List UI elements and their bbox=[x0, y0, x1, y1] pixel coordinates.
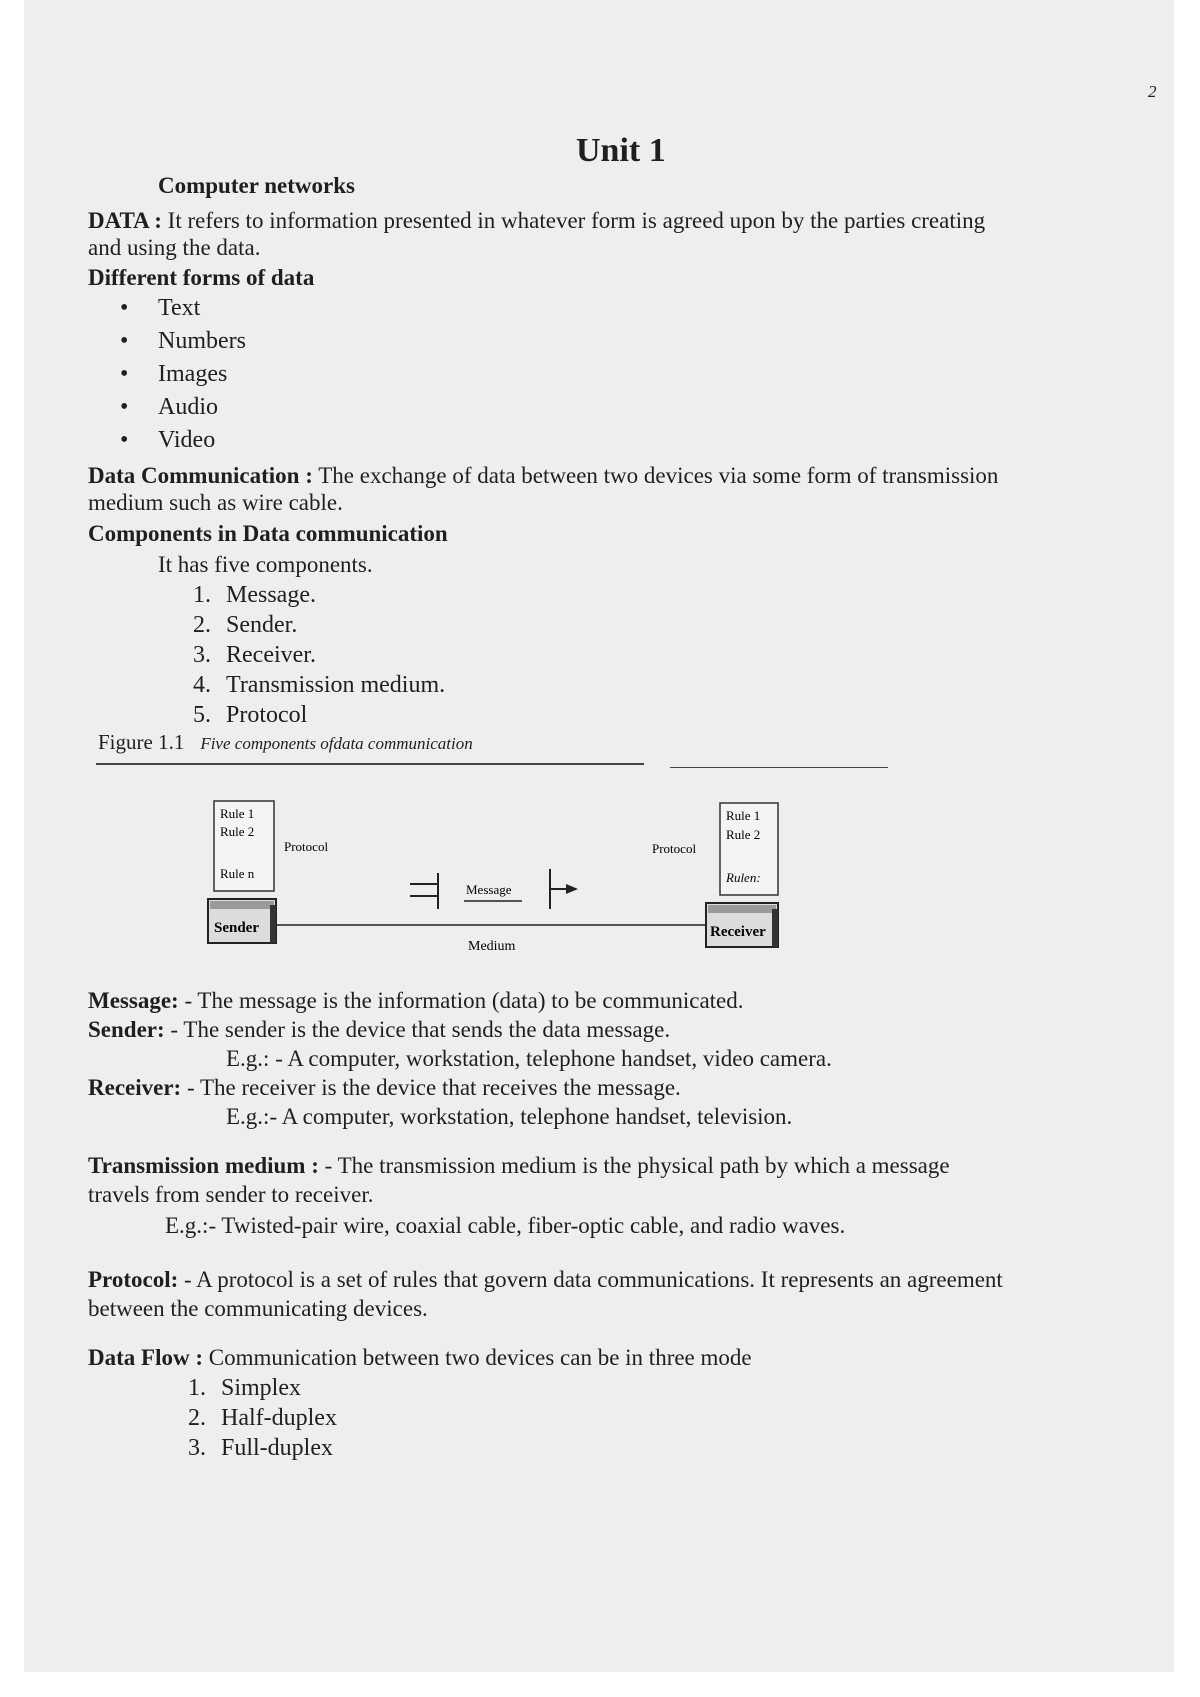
communication-definition bbox=[88, 462, 998, 490]
list-item: 1. Message. bbox=[193, 582, 316, 608]
data-text-line2: and using the data. bbox=[88, 235, 261, 260]
medium-term: Transmission medium : bbox=[88, 1153, 319, 1178]
receiver-rule-n: Rulen: bbox=[726, 870, 761, 885]
data-flow-modes bbox=[188, 1373, 337, 1463]
data-flow-definition bbox=[88, 1344, 752, 1372]
data-definition bbox=[88, 207, 985, 235]
components-intro: It has five components. bbox=[158, 552, 373, 577]
sender-device-side bbox=[270, 905, 276, 943]
components-heading: Components in Data communication bbox=[88, 521, 448, 546]
sender-device-top bbox=[210, 901, 274, 909]
sender-rule-n: Rule n bbox=[220, 866, 255, 881]
list-item: 4. Transmission medium. bbox=[193, 672, 446, 698]
protocol-text-line2: between the communicating devices. bbox=[88, 1296, 428, 1321]
sender-text: - The sender is the device that sends the data message. bbox=[170, 1017, 671, 1042]
sender-term: Sender: bbox=[88, 1017, 165, 1042]
medium-label: Medium bbox=[468, 939, 516, 954]
figure-caption bbox=[98, 730, 473, 755]
medium-text-line2: travels from sender to receiver. bbox=[88, 1182, 374, 1207]
receiver-text: - The receiver is the device that receives the message. bbox=[186, 1075, 681, 1100]
receiver-rule-2: Rule 2 bbox=[726, 827, 761, 842]
sender-protocol-label: Protocol bbox=[284, 839, 329, 854]
list-item: • Audio bbox=[120, 394, 218, 420]
receiver-label: Receiver bbox=[710, 924, 766, 940]
protocol-text: - A protocol is a set of rules that govern data communications. It represents an agreement bbox=[184, 1267, 1003, 1292]
list-item: 3. Receiver. bbox=[193, 642, 316, 668]
data-flow-term: Data Flow : bbox=[88, 1345, 203, 1370]
message-term: Message: bbox=[88, 988, 179, 1013]
sender-definition bbox=[88, 1016, 670, 1044]
list-item: 1. Simplex bbox=[188, 1375, 302, 1401]
list-item: 2. Half-duplex bbox=[188, 1405, 337, 1431]
medium-text: - The transmission medium is the physical path by which a message bbox=[324, 1153, 950, 1178]
receiver-definition bbox=[88, 1074, 681, 1102]
list-item: 2. Sender. bbox=[193, 612, 298, 638]
message-label: Message bbox=[466, 882, 512, 897]
receiver-device-side bbox=[772, 909, 778, 947]
figure-title: Five components ofdata communication bbox=[200, 734, 473, 753]
communication-text-line1: The exchange of data between two devices via some form of transmission bbox=[318, 463, 999, 488]
page-number: 2 bbox=[1148, 82, 1157, 101]
list-item: • Video bbox=[120, 427, 216, 453]
receiver-device-top bbox=[708, 905, 776, 913]
data-text-line1: It refers to information presented in whatever form is agreed upon by the parties creating bbox=[167, 208, 986, 233]
sender-example: E.g.: - A computer, workstation, telephone handset, video camera. bbox=[226, 1046, 832, 1071]
receiver-term: Receiver: bbox=[88, 1075, 182, 1100]
message-text: - The message is the information (data) to be communicated. bbox=[184, 988, 744, 1013]
components-list bbox=[193, 580, 445, 730]
medium-example: E.g.:- Twisted-pair wire, coaxial cable, fiber-optic cable, and radio waves. bbox=[165, 1213, 846, 1238]
divider bbox=[670, 767, 888, 768]
protocol-definition bbox=[88, 1266, 1003, 1294]
medium-definition bbox=[88, 1152, 950, 1180]
sender-label: Sender bbox=[214, 920, 259, 936]
receiver-example: E.g.:- A computer, workstation, telephone handset, television. bbox=[226, 1104, 793, 1129]
protocol-term: Protocol: bbox=[88, 1267, 179, 1292]
section-title: Computer networks bbox=[158, 173, 355, 198]
sender-rule-1: Rule 1 bbox=[220, 806, 255, 821]
forms-list bbox=[120, 292, 246, 457]
list-item: 3. Full-duplex bbox=[188, 1435, 333, 1461]
communication-text-line2: medium such as wire cable. bbox=[88, 490, 343, 515]
sender-rule-2: Rule 2 bbox=[220, 824, 255, 839]
arrow-head-icon bbox=[566, 884, 578, 894]
receiver-rule-1: Rule 1 bbox=[726, 808, 761, 823]
list-item: • Images bbox=[120, 361, 228, 387]
divider bbox=[96, 763, 644, 765]
forms-heading: Different forms of data bbox=[88, 265, 315, 290]
figure-label: Figure 1.1 bbox=[98, 730, 185, 754]
data-term: DATA : bbox=[88, 208, 162, 233]
list-item: 5. Protocol bbox=[193, 702, 308, 728]
list-item: • Numbers bbox=[120, 328, 246, 354]
communication-term: Data Communication : bbox=[88, 463, 313, 488]
message-definition bbox=[88, 987, 744, 1015]
receiver-protocol-label: Protocol bbox=[652, 841, 697, 856]
list-item: • Text bbox=[120, 295, 201, 321]
data-communication-diagram bbox=[200, 795, 800, 970]
unit-title: Unit 1 bbox=[576, 132, 666, 169]
data-flow-text: Communication between two devices can be in three mode bbox=[208, 1345, 752, 1370]
